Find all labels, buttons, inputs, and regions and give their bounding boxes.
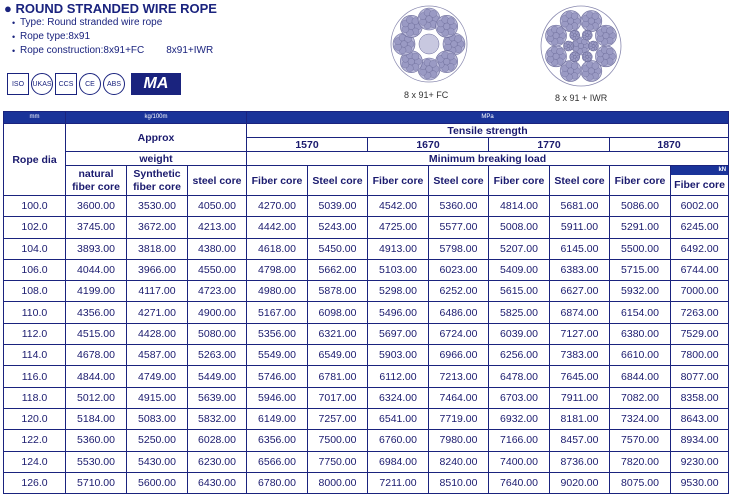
header-weight: weight: [66, 152, 247, 166]
value-cell: 5715.00: [610, 259, 671, 280]
value-cell: 5291.00: [610, 217, 671, 238]
rope-fc-cross-section-icon: [389, 4, 469, 84]
ce-logo-icon: CE: [79, 73, 101, 95]
value-cell: 7640.00: [489, 472, 550, 493]
header-sub-2: Fiber core: [368, 166, 429, 196]
rope-dia-cell: 112.0: [4, 323, 66, 344]
value-cell: 5697.00: [368, 323, 429, 344]
table-row: [4, 366, 729, 387]
table-row: [4, 408, 729, 429]
spec-bullets: [14, 16, 213, 58]
value-cell: 5662.00: [308, 259, 368, 280]
value-cell: 5639.00: [188, 387, 247, 408]
value-cell: 6541.00: [368, 408, 429, 429]
diagram-iwr-label: 8 x 91 + IWR: [555, 93, 608, 103]
value-cell: 7017.00: [308, 387, 368, 408]
value-cell: 5798.00: [429, 238, 489, 259]
value-cell: 5184.00: [66, 408, 127, 429]
value-cell: 7980.00: [429, 430, 489, 451]
value-cell: 5103.00: [368, 259, 429, 280]
table-row: [4, 302, 729, 323]
header-min-break-text: Minimum breaking load: [428, 152, 547, 165]
header-sub-7-text: Fiber core: [674, 178, 725, 191]
value-cell: 4442.00: [247, 217, 308, 238]
value-cell: 3966.00: [127, 259, 188, 280]
rope-dia-cell: 100.0: [4, 196, 66, 217]
rope-iwr-cross-section-icon: [539, 4, 623, 88]
value-cell: 4380.00: [188, 238, 247, 259]
header-sub-1: Steel core: [308, 166, 368, 196]
value-cell: 5080.00: [188, 323, 247, 344]
certification-logos: [7, 72, 181, 96]
rope-dia-cell: 108.0: [4, 281, 66, 302]
value-cell: 5250.00: [127, 430, 188, 451]
header-sub-0: [247, 166, 308, 196]
value-cell: 7820.00: [610, 451, 671, 472]
value-cell: 7127.00: [550, 323, 610, 344]
unit-kg: kg/100m: [66, 112, 247, 124]
header-tensile: Tensile strength: [247, 124, 729, 138]
value-cell: 6245.00: [671, 217, 729, 238]
value-cell: 7000.00: [671, 281, 729, 302]
value-cell: 6486.00: [429, 302, 489, 323]
value-cell: 5263.00: [188, 345, 247, 366]
value-cell: 7911.00: [550, 387, 610, 408]
value-cell: 6932.00: [489, 408, 550, 429]
value-cell: 4515.00: [66, 323, 127, 344]
value-cell: 5083.00: [127, 408, 188, 429]
value-cell: 7800.00: [671, 345, 729, 366]
ccs-logo-icon: CCS: [55, 73, 77, 95]
unit-kn: kN: [671, 166, 728, 175]
value-cell: 6028.00: [188, 430, 247, 451]
value-cell: 5825.00: [489, 302, 550, 323]
value-cell: 5615.00: [489, 281, 550, 302]
value-cell: 6383.00: [550, 259, 610, 280]
value-cell: 7750.00: [308, 451, 368, 472]
value-cell: 5450.00: [308, 238, 368, 259]
value-cell: 6149.00: [247, 408, 308, 429]
value-cell: 5681.00: [550, 196, 610, 217]
value-cell: 5549.00: [247, 345, 308, 366]
value-cell: 4844.00: [66, 366, 127, 387]
value-cell: 6966.00: [429, 345, 489, 366]
value-cell: 6145.00: [550, 238, 610, 259]
value-cell: 8075.00: [610, 472, 671, 493]
value-cell: 4749.00: [127, 366, 188, 387]
value-cell: 9530.00: [671, 472, 729, 493]
value-cell: 4798.00: [247, 259, 308, 280]
value-cell: 6039.00: [489, 323, 550, 344]
table-row: [4, 259, 729, 280]
rope-dia-cell: 110.0: [4, 302, 66, 323]
header-sub-7: [671, 166, 729, 196]
value-cell: 5577.00: [429, 217, 489, 238]
header-min-break: [247, 152, 729, 166]
header-sub-3: Steel core: [429, 166, 489, 196]
value-cell: 5878.00: [308, 281, 368, 302]
value-cell: 5360.00: [429, 196, 489, 217]
value-cell: 5710.00: [66, 472, 127, 493]
unit-mpa: MPa: [247, 112, 729, 124]
rope-dia-cell: 116.0: [4, 366, 66, 387]
table-row: [4, 430, 729, 451]
value-cell: 4117.00: [127, 281, 188, 302]
value-cell: 7213.00: [429, 366, 489, 387]
value-cell: 6627.00: [550, 281, 610, 302]
rope-dia-cell: 120.0: [4, 408, 66, 429]
value-cell: 6780.00: [247, 472, 308, 493]
rope-dia-cell: 114.0: [4, 345, 66, 366]
value-cell: 3530.00: [127, 196, 188, 217]
value-cell: 5243.00: [308, 217, 368, 238]
table-row: [4, 387, 729, 408]
value-cell: 7400.00: [489, 451, 550, 472]
header-sub-6: Fiber core: [610, 166, 671, 196]
abs-logo-icon: ABS: [103, 73, 125, 95]
header-grade-1570: 1570: [247, 138, 368, 152]
value-cell: 5008.00: [489, 217, 550, 238]
ukas-logo-icon: UKAS: [31, 73, 53, 95]
value-cell: 5496.00: [368, 302, 429, 323]
value-cell: 3600.00: [66, 196, 127, 217]
bullet-construction: [14, 44, 213, 58]
value-cell: 9230.00: [671, 451, 729, 472]
value-cell: 8736.00: [550, 451, 610, 472]
header-sub-5: Steel core: [550, 166, 610, 196]
header-natural-fiber-core: natural fiber core: [66, 166, 127, 196]
value-cell: 7383.00: [550, 345, 610, 366]
value-cell: 6781.00: [308, 366, 368, 387]
value-cell: 6321.00: [308, 323, 368, 344]
value-cell: 6230.00: [188, 451, 247, 472]
value-cell: 5903.00: [368, 345, 429, 366]
value-cell: 5039.00: [308, 196, 368, 217]
bullet-type: • Type: Round stranded wire rope: [14, 16, 213, 30]
value-cell: 7645.00: [550, 366, 610, 387]
value-cell: 5360.00: [66, 430, 127, 451]
value-cell: 8643.00: [671, 408, 729, 429]
value-cell: 4428.00: [127, 323, 188, 344]
value-cell: 4618.00: [247, 238, 308, 259]
value-cell: 8181.00: [550, 408, 610, 429]
value-cell: 6703.00: [489, 387, 550, 408]
value-cell: 3745.00: [66, 217, 127, 238]
table-body: [4, 196, 729, 494]
table-row: [4, 196, 729, 217]
table-row: [4, 281, 729, 302]
table-row: [4, 323, 729, 344]
value-cell: 4814.00: [489, 196, 550, 217]
rope-dia-cell: 104.0: [4, 238, 66, 259]
value-cell: 5167.00: [247, 302, 308, 323]
value-cell: 5530.00: [66, 451, 127, 472]
value-cell: 6098.00: [308, 302, 368, 323]
header-sub-0-text: Fiber core: [251, 174, 303, 187]
value-cell: 5832.00: [188, 408, 247, 429]
value-cell: 4550.00: [188, 259, 247, 280]
value-cell: 4587.00: [127, 345, 188, 366]
page-title: ● ROUND STRANDED WIRE ROPE: [4, 1, 217, 16]
value-cell: 3672.00: [127, 217, 188, 238]
value-cell: 6844.00: [610, 366, 671, 387]
value-cell: 4980.00: [247, 281, 308, 302]
value-cell: 5500.00: [610, 238, 671, 259]
value-cell: 4050.00: [188, 196, 247, 217]
rope-dia-cell: 102.0: [4, 217, 66, 238]
value-cell: 6760.00: [368, 430, 429, 451]
iso-logo-icon: ISO: [7, 73, 29, 95]
table-row: [4, 217, 729, 238]
value-cell: 6356.00: [247, 430, 308, 451]
rope-dia-cell: 122.0: [4, 430, 66, 451]
value-cell: 4723.00: [188, 281, 247, 302]
ma-logo-icon: MA: [131, 73, 181, 95]
value-cell: 5356.00: [247, 323, 308, 344]
unit-mm: mm: [4, 112, 66, 124]
value-cell: 4213.00: [188, 217, 247, 238]
value-cell: 6610.00: [610, 345, 671, 366]
rope-spec-table: [3, 111, 729, 494]
value-cell: 6324.00: [368, 387, 429, 408]
value-cell: 6256.00: [489, 345, 550, 366]
header-synthetic-fiber-core: Synthetic fiber core: [127, 166, 188, 196]
construction-iwr: 8x91+IWR: [166, 45, 214, 56]
header-rope-dia: Rope dia: [4, 124, 66, 196]
value-cell: 7211.00: [368, 472, 429, 493]
value-cell: 6154.00: [610, 302, 671, 323]
value-cell: 3818.00: [127, 238, 188, 259]
table-row: [4, 451, 729, 472]
value-cell: 5946.00: [247, 387, 308, 408]
value-cell: 5207.00: [489, 238, 550, 259]
bullet-rope-type: • Rope type:8x91: [14, 30, 213, 44]
value-cell: 6566.00: [247, 451, 308, 472]
construction-fc: Rope construction:8x91+FC: [20, 45, 145, 56]
value-cell: 5911.00: [550, 217, 610, 238]
value-cell: 5600.00: [127, 472, 188, 493]
value-cell: 7529.00: [671, 323, 729, 344]
value-cell: 6252.00: [429, 281, 489, 302]
value-cell: 4913.00: [368, 238, 429, 259]
header-grade-1870: 1870: [610, 138, 729, 152]
value-cell: 4542.00: [368, 196, 429, 217]
value-cell: 5409.00: [489, 259, 550, 280]
value-cell: 5746.00: [247, 366, 308, 387]
value-cell: 5086.00: [610, 196, 671, 217]
value-cell: 6112.00: [368, 366, 429, 387]
value-cell: 4044.00: [66, 259, 127, 280]
value-cell: 5932.00: [610, 281, 671, 302]
value-cell: 8457.00: [550, 430, 610, 451]
value-cell: 6984.00: [368, 451, 429, 472]
header-approx: Approx: [66, 124, 247, 152]
value-cell: 4199.00: [66, 281, 127, 302]
value-cell: 6380.00: [610, 323, 671, 344]
page-title-text: ROUND STRANDED WIRE ROPE: [15, 1, 217, 16]
value-cell: 7500.00: [308, 430, 368, 451]
rope-dia-cell: 118.0: [4, 387, 66, 408]
value-cell: 6430.00: [188, 472, 247, 493]
value-cell: 6002.00: [671, 196, 729, 217]
value-cell: 6549.00: [308, 345, 368, 366]
value-cell: 5298.00: [368, 281, 429, 302]
value-cell: 7464.00: [429, 387, 489, 408]
value-cell: 9020.00: [550, 472, 610, 493]
value-cell: 6023.00: [429, 259, 489, 280]
value-cell: 4725.00: [368, 217, 429, 238]
value-cell: 8240.00: [429, 451, 489, 472]
value-cell: 6874.00: [550, 302, 610, 323]
table-row: [4, 238, 729, 259]
diagram-fc-label: 8 x 91+ FC: [404, 90, 449, 100]
value-cell: 7263.00: [671, 302, 729, 323]
header-sub-4: Fiber core: [489, 166, 550, 196]
value-cell: 5430.00: [127, 451, 188, 472]
value-cell: 8000.00: [308, 472, 368, 493]
header-grade-1770: 1770: [489, 138, 610, 152]
value-cell: 4356.00: [66, 302, 127, 323]
value-cell: 5449.00: [188, 366, 247, 387]
value-cell: 5012.00: [66, 387, 127, 408]
value-cell: 7570.00: [610, 430, 671, 451]
table-row: [4, 472, 729, 493]
value-cell: 4271.00: [127, 302, 188, 323]
rope-dia-cell: 106.0: [4, 259, 66, 280]
value-cell: 7324.00: [610, 408, 671, 429]
value-cell: 7719.00: [429, 408, 489, 429]
value-cell: 8934.00: [671, 430, 729, 451]
value-cell: 6724.00: [429, 323, 489, 344]
header-steel-core: steel core: [188, 166, 247, 196]
rope-dia-cell: 124.0: [4, 451, 66, 472]
value-cell: 8077.00: [671, 366, 729, 387]
value-cell: 3893.00: [66, 238, 127, 259]
value-cell: 6744.00: [671, 259, 729, 280]
value-cell: 7166.00: [489, 430, 550, 451]
value-cell: 7082.00: [610, 387, 671, 408]
value-cell: 7257.00: [308, 408, 368, 429]
value-cell: 4270.00: [247, 196, 308, 217]
value-cell: 6478.00: [489, 366, 550, 387]
value-cell: 8510.00: [429, 472, 489, 493]
rope-dia-cell: 126.0: [4, 472, 66, 493]
value-cell: 4915.00: [127, 387, 188, 408]
value-cell: 4900.00: [188, 302, 247, 323]
header-grade-1670: 1670: [368, 138, 489, 152]
value-cell: 8358.00: [671, 387, 729, 408]
table-row: [4, 345, 729, 366]
value-cell: 4678.00: [66, 345, 127, 366]
value-cell: 6492.00: [671, 238, 729, 259]
